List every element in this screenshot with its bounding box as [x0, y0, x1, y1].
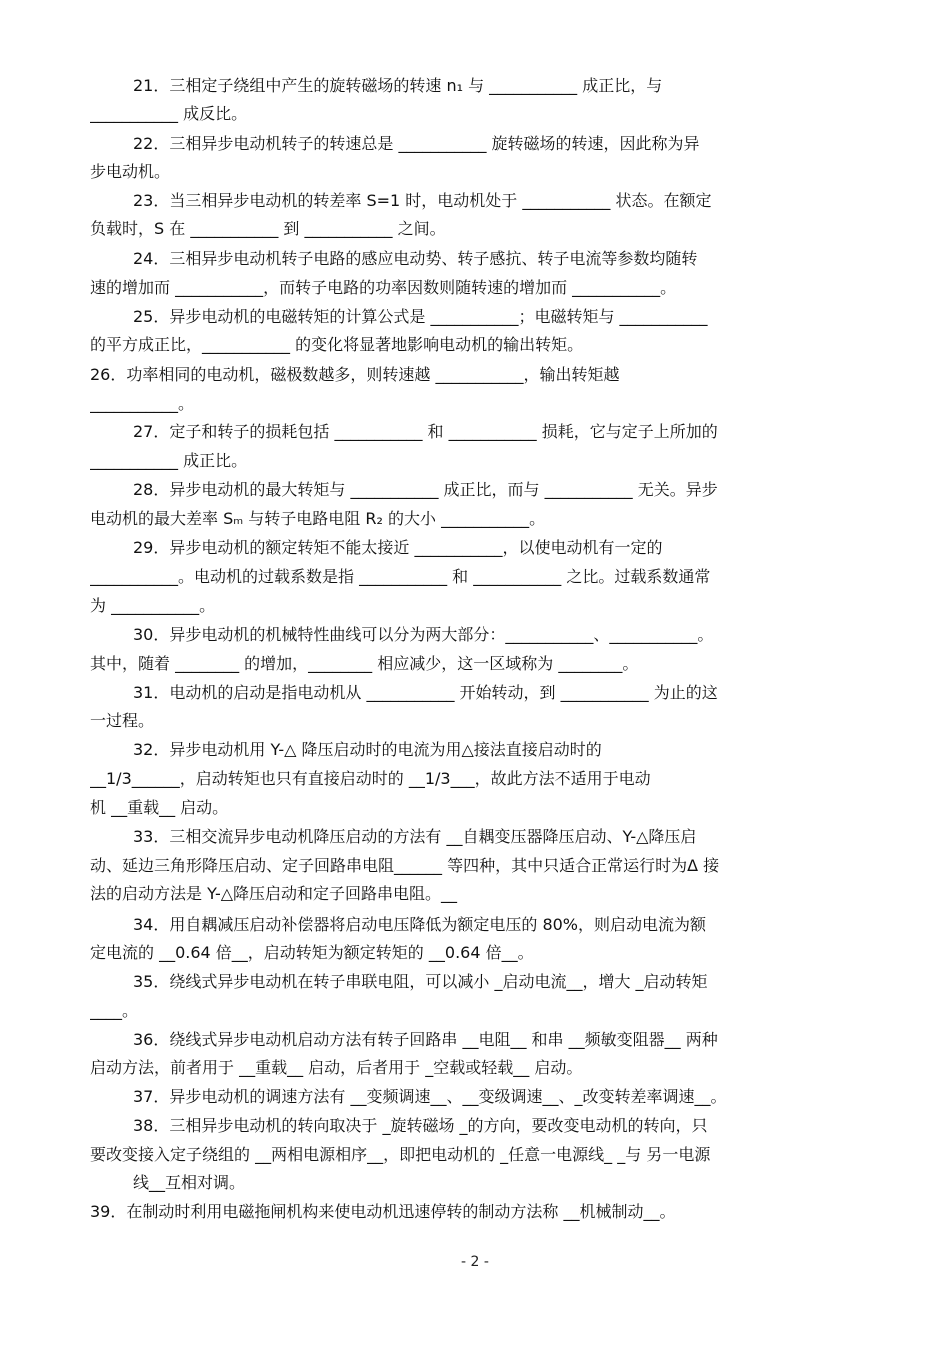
text-line: 36．绕线式异步电动机启动方法有转子回路串 __电阻__ 和串 __频敏变阻器__ 两种	[133, 1030, 718, 1049]
text-line: 33．三相交流异步电动机降压启动的方法有 __自耦变压器降压启动、Y-△降压启	[133, 827, 697, 846]
text-line: ___________。电动机的过载系数是指 ___________ 和 ___________ 之比。过载系数通常	[90, 567, 711, 586]
text-line: 27．定子和转子的损耗包括 ___________ 和 ___________ 损耗，它与定子上所加的	[133, 422, 718, 441]
text-line: 负载时，S 在 ___________ 到 ___________ 之间。	[90, 219, 446, 238]
text-line: 要改变接入定子绕组的 __两相电源相序__，即把电动机的 _任意一电源线_ _与 另一电源	[90, 1145, 711, 1164]
text-line: 23．当三相异步电动机的转差率 S=1 时，电动机处于 ___________ 状态。在额定	[133, 191, 712, 210]
text-line: __1/3______，启动转矩也只有直接启动时的 __1/3___，故此方法不适用于电动	[90, 769, 651, 788]
text-line: 28．异步电动机的最大转矩与 ___________ 成正比，而与 ___________ 无关。异步	[133, 480, 718, 499]
text-line: 35．绕线式异步电动机在转子串联电阻，可以减小 _启动电流__，增大 _启动转矩	[133, 972, 708, 991]
page-number: - 2 -	[461, 1254, 489, 1270]
text-line: 24．三相异步电动机转子电路的感应电动势、转子感抗、转子电流等参数均随转	[133, 249, 698, 268]
text-line: 定电流的 __0.64 倍__，启动转矩为额定转矩的 __0.64 倍__。	[90, 943, 534, 962]
text-line: 38．三相异步电动机的转向取决于 _旋转磁场 _的方向，要改变电动机的转向，只	[133, 1116, 708, 1135]
text-line: ___________。	[90, 394, 195, 413]
text-line: 37．异步电动机的调速方法有 __变频调速__、__变级调速__、_改变转差率调速__。	[133, 1087, 727, 1106]
text-line: 的平方成正比，___________ 的变化将显著地影响电动机的输出转矩。	[90, 335, 584, 354]
text-line: 启动方法，前者用于 __重载__ 启动，后者用于 _空载或轻载__ 启动。	[90, 1058, 583, 1077]
text-line: 29．异步电动机的额定转矩不能太接近 ___________，以使电动机有一定的	[133, 538, 663, 557]
text-line: 32．异步电动机用 Y-△ 降压启动时的电流为用△接法直接启动时的	[133, 740, 602, 759]
text-line: 线__互相对调。	[133, 1173, 246, 1192]
text-line: ___________ 成正比。	[90, 451, 248, 470]
text-line: 法的启动方法是 Y-△降压启动和定子回路串电阻。__	[90, 884, 458, 903]
text-line: 26．功率相同的电动机，磁极数越多，则转速越 ___________，输出转矩越	[90, 365, 620, 384]
text-line: 34．用自耦减压启动补偿器将启动电压降低为额定电压的 80%，则启动电流为额	[133, 915, 707, 934]
text-line: 步电动机。	[90, 162, 171, 181]
text-line: 动、延边三角形降压启动、定子回路串电阻______ 等四种，其中只适合正常运行时为Δ 接	[90, 856, 720, 875]
text-line: 为 ___________。	[90, 596, 216, 615]
text-line: 21．三相定子绕组中产生的旋转磁场的转速 n₁ 与 ___________ 成正比，与	[133, 76, 663, 95]
text-line: 电动机的最大差率 Sₘ 与转子电路电阻 R₂ 的大小 ___________。	[90, 509, 546, 528]
text-line: 一过程。	[90, 711, 155, 730]
text-line: ___________ 成反比。	[90, 104, 248, 123]
text-line: ____。	[90, 1001, 139, 1020]
text-line: 其中，随着 ________ 的增加，________ 相应减少，这一区域称为 ________。	[90, 654, 639, 673]
text-line: 25．异步电动机的电磁转矩的计算公式是 ___________；电磁转矩与 ___________	[133, 307, 708, 326]
text-line: 22．三相异步电动机转子的转速总是 ___________ 旋转磁场的转速，因此称为异	[133, 134, 700, 153]
text-line: 速的增加而 ___________，而转子电路的功率因数则随转速的增加而 ___________。	[90, 278, 677, 297]
text-line: 机 __重载__ 启动。	[90, 798, 229, 817]
text-line: 39．在制动时利用电磁拖闸机构来使电动机迅速停转的制动方法称 __机械制动__。	[90, 1202, 676, 1221]
text-line: 30．异步电动机的机械特性曲线可以分为两大部分：___________、___________。	[133, 625, 714, 644]
text-line: 31．电动机的启动是指电动机从 ___________ 开始转动，到 ___________ 为止的这	[133, 683, 718, 702]
